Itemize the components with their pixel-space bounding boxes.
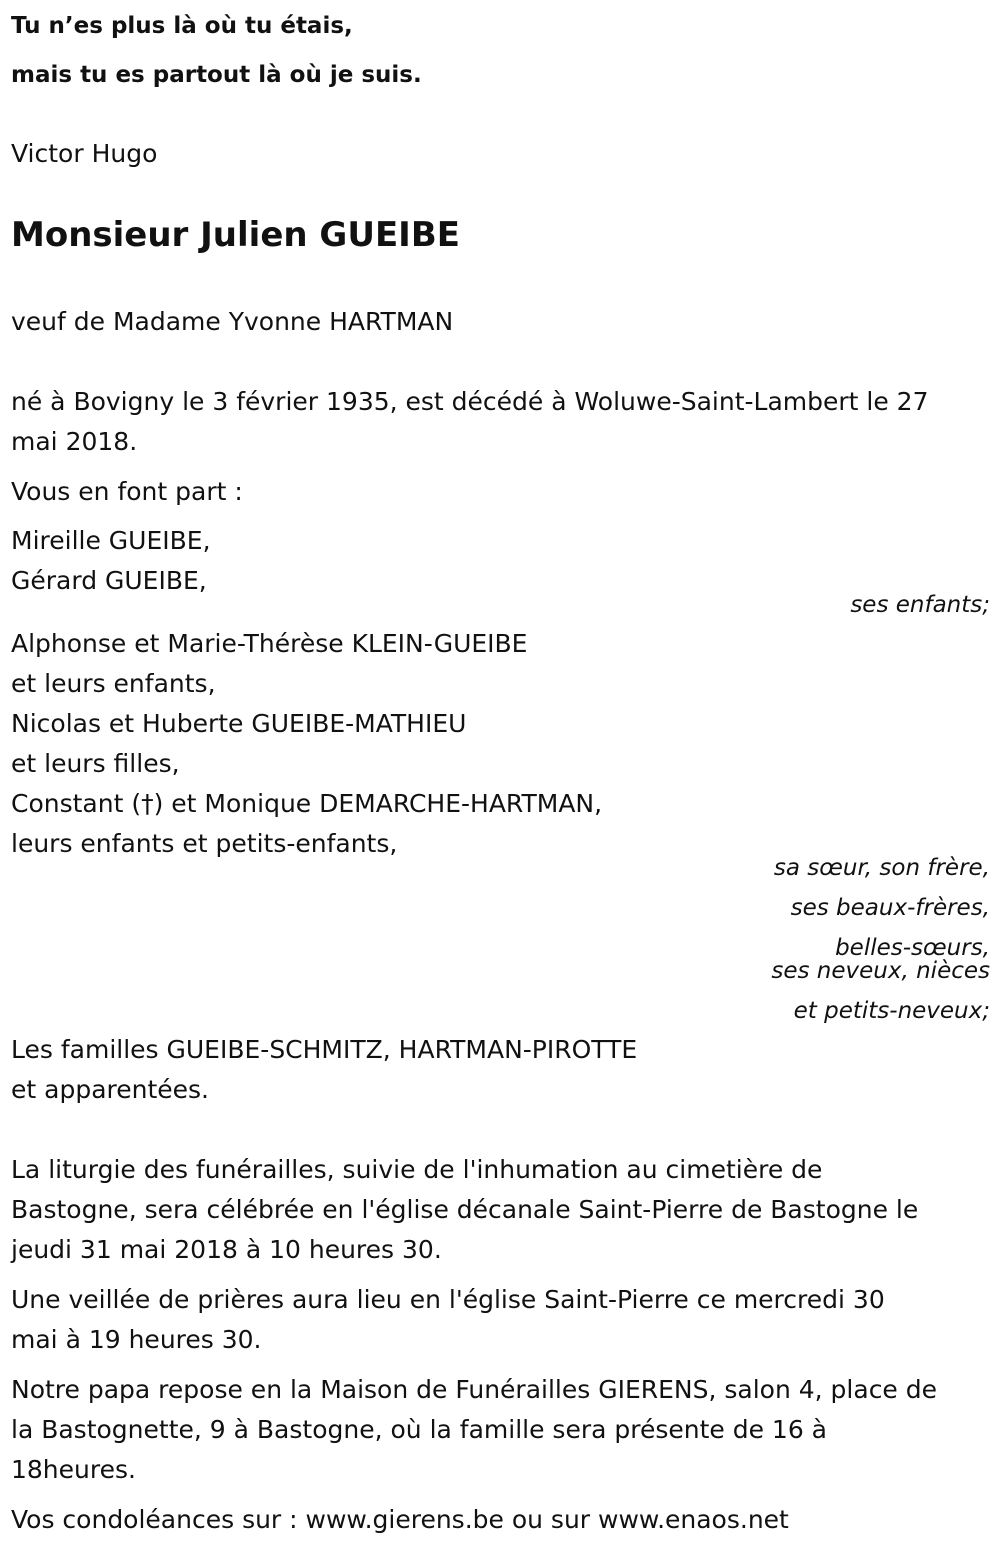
children-role: ses enfants; <box>850 592 990 618</box>
sibling-line: leurs enfants et petits-enfants, <box>11 829 398 858</box>
child-line: Gérard GUEIBE, <box>11 566 207 595</box>
rest-line: la Bastognette, 9 à Bastogne, où la famille sera présente de 16 à <box>11 1415 828 1444</box>
rest-line: 18heures. <box>11 1455 136 1484</box>
birth-death-line-2: mai 2018. <box>11 427 138 456</box>
siblings-role: ses neveux, nièces <box>771 958 990 984</box>
rest-line: Notre papa repose en la Maison de Funérailles GIERENS, salon 4, place de <box>11 1375 938 1404</box>
quote-line-1: Tu n’es plus là où tu étais, <box>11 13 353 39</box>
birth-death-line-1: né à Bovigny le 3 février 1935, est décédé à Woluwe-Saint-Lambert le 27 <box>11 387 929 416</box>
quote-line-2: mais tu es partout là où je suis. <box>11 62 422 88</box>
vigil-line: mai à 19 heures 30. <box>11 1325 262 1354</box>
siblings-role: et petits-neveux; <box>793 998 990 1024</box>
siblings-role: belles-sœurs, <box>835 935 990 961</box>
vigil-line: Une veillée de prières aura lieu en l'église Saint-Pierre ce mercredi 30 <box>11 1285 885 1314</box>
condolences-line: Vos condoléances sur : www.gierens.be ou sur www.enaos.net <box>11 1505 789 1534</box>
sibling-line: et leurs enfants, <box>11 669 216 698</box>
funeral-line: jeudi 31 mai 2018 à 10 heures 30. <box>11 1235 442 1264</box>
siblings-role: ses beaux-frères, <box>790 895 990 921</box>
sibling-line: Alphonse et Marie-Thérèse KLEIN-GUEIBE <box>11 629 528 658</box>
quote-author: Victor Hugo <box>11 139 158 168</box>
widower-line: veuf de Madame Yvonne HARTMAN <box>11 307 454 336</box>
siblings-role: sa sœur, son frère, <box>773 855 990 881</box>
funeral-line: La liturgie des funérailles, suivie de l'inhumation au cimetière de <box>11 1155 823 1184</box>
child-line: Mireille GUEIBE, <box>11 526 211 555</box>
announce-line: Vous en font part : <box>11 477 243 506</box>
sibling-line: Constant (†) et Monique DEMARCHE-HARTMAN, <box>11 789 603 818</box>
funeral-line: Bastogne, sera célébrée en l'église décanale Saint-Pierre de Bastogne le <box>11 1195 919 1224</box>
families-line: Les familles GUEIBE-SCHMITZ, HARTMAN-PIROTTE <box>11 1035 638 1064</box>
families-line: et apparentées. <box>11 1075 209 1104</box>
sibling-line: Nicolas et Huberte GUEIBE-MATHIEU <box>11 709 467 738</box>
sibling-line: et leurs filles, <box>11 749 180 778</box>
deceased-name: Monsieur Julien GUEIBE <box>11 215 460 255</box>
